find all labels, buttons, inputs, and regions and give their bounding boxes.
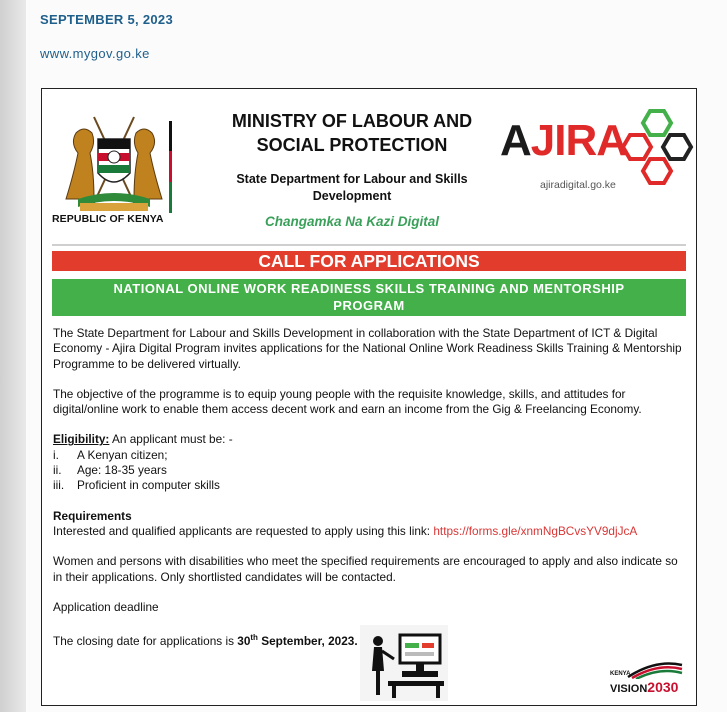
list-item <box>53 478 689 493</box>
ajira-logo-url: ajiradigital.go.ke <box>540 179 616 191</box>
advert-body <box>53 326 689 649</box>
ajira-letters-jira: JIRA <box>530 116 628 165</box>
program-title-banner <box>52 279 686 316</box>
list-number: iii. <box>53 478 65 493</box>
closing-prefix: The closing date for applications is <box>53 634 238 649</box>
list-number: ii. <box>53 463 62 478</box>
objective-paragraph: The objective of the programme is to equip young people with the requisite knowledge, skills, and attitudes for digital/online work to enable them access decent work and earn an income from the Gig & Freelancing Economy. <box>53 386 642 417</box>
call-for-applications-banner: CALL FOR APPLICATIONS <box>52 251 686 271</box>
requirements-line <box>53 524 689 539</box>
department-line1: State Department for Labour and Skills <box>236 172 468 186</box>
list-item <box>53 463 689 478</box>
closing-day-suffix: th <box>250 633 258 643</box>
eligibility-intro: An applicant must be: - <box>109 432 233 447</box>
issue-date: SEPTEMBER 5, 2023 <box>40 12 173 27</box>
vision-word <box>610 679 678 695</box>
department-name <box>202 171 502 205</box>
application-form-link[interactable]: https://forms.gle/xnmNgBCvsYV9djJcA <box>433 523 638 538</box>
list-text: Proficient in computer skills <box>77 478 220 493</box>
kenya-vision-2030-logo <box>608 659 688 699</box>
list-text: A Kenyan citizen; <box>77 447 168 462</box>
ministry-title-line2: SOCIAL PROTECTION <box>256 135 448 155</box>
vision-word-text: VISION <box>610 683 648 695</box>
requirements-heading: Requirements <box>53 508 132 523</box>
deadline-heading: Application deadline <box>53 599 159 614</box>
inclusion-paragraph: Women and persons with disabilities who meet the specified requirements are encouraged to apply and also indicate so in their applications. Only shortlisted candidates will be contacted. <box>53 554 678 584</box>
website-url[interactable]: www.mygov.go.ke <box>40 46 150 61</box>
ajira-hexagons-icon <box>620 109 696 185</box>
list-item <box>53 448 689 463</box>
program-title-line1: NATIONAL ONLINE WORK READINESS SKILLS TRAINING AND MENTORSHIP <box>113 281 625 296</box>
list-text: Age: 18-35 years <box>77 463 167 478</box>
worker-at-computer-icon <box>360 625 448 701</box>
intro-paragraph: The State Department for Labour and Skills Development in collaboration with the State Department of ICT & Digital Economy - Ajira Digital Program invites applications for the National Online Work Readiness Skills Training & Mentorship Programme to be delivered virtually. <box>53 326 682 371</box>
eligibility-line <box>53 432 689 447</box>
vision-country: KENYA <box>610 671 631 677</box>
ajira-letter-a: A <box>500 116 531 165</box>
requirements-text: Interested and qualified applicants are requested to apply using this link: <box>53 523 434 538</box>
slogan: Changamka Na Kazi Digital <box>264 214 440 229</box>
list-number: i. <box>53 447 59 462</box>
page-gutter-shadow <box>0 0 26 712</box>
vision-swoosh-icon <box>626 659 684 679</box>
department-line2: Development <box>312 189 392 203</box>
ajira-logo-wordmark <box>500 116 627 166</box>
header-divider <box>52 244 686 246</box>
closing-day: 30 <box>237 634 251 649</box>
kenya-coat-of-arms-icon <box>54 103 174 223</box>
flag-color-bar <box>169 121 172 213</box>
ministry-title <box>202 109 502 157</box>
advert-box <box>41 88 697 706</box>
program-title-line2: PROGRAM <box>333 298 405 313</box>
eligibility-heading: Eligibility: <box>53 432 110 447</box>
vision-year: 2030 <box>647 679 679 695</box>
ministry-title-line1: MINISTRY OF LABOUR AND <box>231 111 473 131</box>
crest-caption: REPUBLIC OF KENYA <box>52 213 164 225</box>
closing-month-year: September, 2023. <box>257 634 358 649</box>
